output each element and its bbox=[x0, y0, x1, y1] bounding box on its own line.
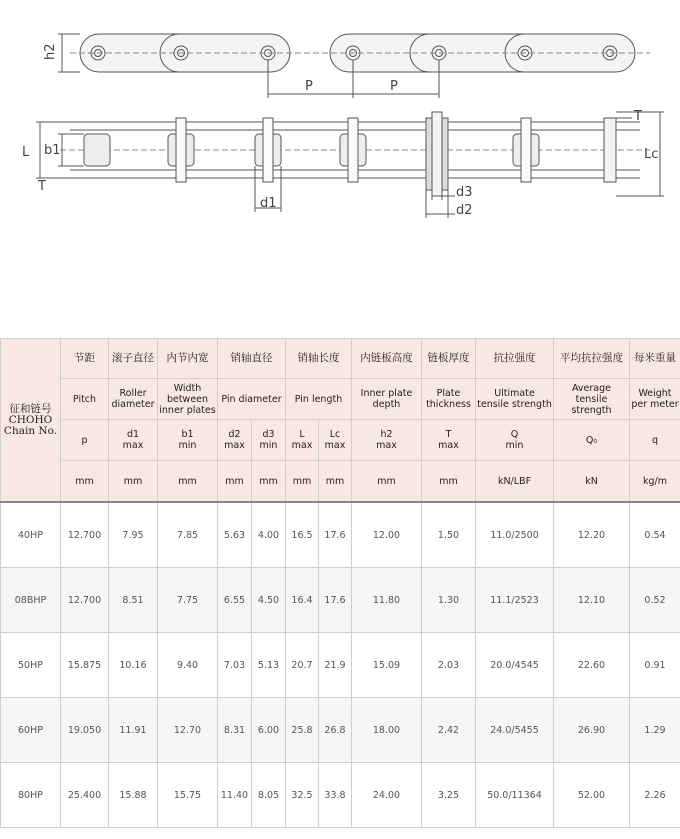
table-cell: 25.400 bbox=[61, 763, 109, 828]
table-cell: 9.40 bbox=[158, 633, 218, 698]
chain-no-header: 征和链号 CHOHO Chain No. bbox=[1, 339, 61, 503]
header-row-chinese bbox=[1, 339, 680, 379]
table-cell: 11.80 bbox=[352, 568, 422, 633]
col-unit: kg/m bbox=[630, 461, 680, 503]
col-unit: mm bbox=[252, 461, 286, 503]
col-unit: mm bbox=[422, 461, 476, 503]
label-pitch: P bbox=[305, 79, 313, 94]
label-Lc: Lc bbox=[644, 147, 659, 162]
table-cell: 24.0/5455 bbox=[476, 698, 554, 763]
chain-no-cell: 40HP bbox=[1, 502, 61, 568]
table-cell: 25.8 bbox=[286, 698, 319, 763]
table-cell: 2.42 bbox=[422, 698, 476, 763]
sym: Q bbox=[510, 429, 519, 440]
header-row-english bbox=[1, 379, 680, 420]
col-cn: 滚子直径 bbox=[109, 339, 158, 379]
table-row bbox=[1, 698, 680, 763]
col-sym bbox=[218, 420, 252, 461]
col-en: Inner plate depth bbox=[352, 379, 422, 420]
table-cell: 2.03 bbox=[422, 633, 476, 698]
table-cell: 8.51 bbox=[109, 568, 158, 633]
col-cn: 销轴直径 bbox=[218, 339, 286, 379]
col-en: Weight per meter bbox=[630, 379, 680, 420]
lim: max bbox=[122, 440, 144, 451]
lim: max bbox=[324, 440, 346, 451]
col-sym bbox=[554, 420, 630, 461]
table-cell: 1.30 bbox=[422, 568, 476, 633]
table-cell: 2.26 bbox=[630, 763, 680, 828]
col-unit: mm bbox=[158, 461, 218, 503]
lim: max bbox=[438, 440, 459, 451]
col-cn: 内节内宽 bbox=[158, 339, 218, 379]
sym: b1 bbox=[181, 429, 194, 440]
label-L: L bbox=[22, 145, 30, 160]
col-cn: 内链板高度 bbox=[352, 339, 422, 379]
chain-no-cell: 80HP bbox=[1, 763, 61, 828]
table-cell: 24.00 bbox=[352, 763, 422, 828]
col-unit: mm bbox=[352, 461, 422, 503]
sym: q bbox=[651, 434, 659, 446]
label-d3: d3 bbox=[456, 185, 473, 200]
table-cell: 19.050 bbox=[61, 698, 109, 763]
col-en: Pin diameter bbox=[218, 379, 286, 420]
table-cell: 12.700 bbox=[61, 502, 109, 568]
col-unit: kN bbox=[554, 461, 630, 503]
table-cell: 15.09 bbox=[352, 633, 422, 698]
table-cell: 5.63 bbox=[218, 502, 252, 568]
table-cell: 0.91 bbox=[630, 633, 680, 698]
table-cell: 33.8 bbox=[319, 763, 352, 828]
table-cell: 15.75 bbox=[158, 763, 218, 828]
col-cn: 平均抗拉强度 bbox=[554, 339, 630, 379]
lim: max bbox=[376, 440, 397, 451]
col-sym bbox=[61, 420, 109, 461]
col-en: Plate thickness bbox=[422, 379, 476, 420]
table-cell: 17.6 bbox=[319, 502, 352, 568]
chain-no-cell: 08BHP bbox=[1, 568, 61, 633]
table-cell: 7.85 bbox=[158, 502, 218, 568]
spec-table bbox=[0, 338, 680, 828]
table-row bbox=[1, 763, 680, 828]
chain-no-cell: 50HP bbox=[1, 633, 61, 698]
sym: p bbox=[81, 434, 88, 446]
table-cell: 0.54 bbox=[630, 502, 680, 568]
table-cell: 50.0/11364 bbox=[476, 763, 554, 828]
table-cell: 12.10 bbox=[554, 568, 630, 633]
header-row-symbol bbox=[1, 420, 680, 461]
sym: d2 bbox=[228, 429, 241, 440]
col-sym bbox=[630, 420, 680, 461]
lim: min bbox=[178, 440, 197, 451]
col-cn: 抗拉强度 bbox=[476, 339, 554, 379]
table-cell: 26.90 bbox=[554, 698, 630, 763]
sym: Lc bbox=[329, 429, 341, 440]
table-cell: 7.75 bbox=[158, 568, 218, 633]
label-T-left: T bbox=[38, 179, 46, 194]
col-en: Width between inner plates bbox=[158, 379, 218, 420]
table-cell: 21.9 bbox=[319, 633, 352, 698]
lim: min bbox=[505, 440, 524, 451]
lim: min bbox=[259, 440, 278, 451]
table-row bbox=[1, 633, 680, 698]
table-cell: 12.70 bbox=[158, 698, 218, 763]
top-view bbox=[58, 34, 650, 98]
table-cell: 16.5 bbox=[286, 502, 319, 568]
table-row bbox=[1, 568, 680, 633]
lim: max bbox=[291, 440, 313, 451]
table-cell: 11.40 bbox=[218, 763, 252, 828]
col-sym bbox=[476, 420, 554, 461]
lim: max bbox=[224, 440, 245, 451]
col-unit: mm bbox=[319, 461, 352, 503]
table-cell: 16.4 bbox=[286, 568, 319, 633]
col-sym bbox=[286, 420, 319, 461]
table-cell: 18.00 bbox=[352, 698, 422, 763]
table-cell: 5.13 bbox=[252, 633, 286, 698]
col-sym bbox=[252, 420, 286, 461]
table-cell: 20.0/4545 bbox=[476, 633, 554, 698]
col-cn: 节距 bbox=[61, 339, 109, 379]
sym: h2 bbox=[380, 429, 393, 440]
table-cell: 6.55 bbox=[218, 568, 252, 633]
spec-table-body bbox=[1, 502, 680, 828]
table-cell: 22.60 bbox=[554, 633, 630, 698]
table-cell: 7.95 bbox=[109, 502, 158, 568]
col-cn: 每米重量 bbox=[630, 339, 680, 379]
table-cell: 1.50 bbox=[422, 502, 476, 568]
col-en: Ultimate tensile strength bbox=[476, 379, 554, 420]
col-en: Pin length bbox=[286, 379, 352, 420]
sym: T bbox=[445, 429, 452, 440]
table-cell: 17.6 bbox=[319, 568, 352, 633]
col-unit: kN/LBF bbox=[476, 461, 554, 503]
table-cell: 12.00 bbox=[352, 502, 422, 568]
table-cell: 10.16 bbox=[109, 633, 158, 698]
sym: L bbox=[299, 429, 305, 440]
col-en: Average tensile strength bbox=[554, 379, 630, 420]
table-cell: 11.1/2523 bbox=[476, 568, 554, 633]
col-sym bbox=[158, 420, 218, 461]
col-sym bbox=[422, 420, 476, 461]
table-cell: 12.20 bbox=[554, 502, 630, 568]
col-unit: mm bbox=[109, 461, 158, 503]
chain-technical-drawing bbox=[0, 0, 680, 230]
label-h2: h2 bbox=[43, 43, 58, 60]
label-pitch: P bbox=[390, 79, 398, 94]
table-cell: 4.50 bbox=[252, 568, 286, 633]
sym: d1 bbox=[126, 429, 140, 440]
sym: d3 bbox=[262, 429, 275, 440]
table-cell: 12.700 bbox=[61, 568, 109, 633]
table-cell: 32.5 bbox=[286, 763, 319, 828]
table-row bbox=[1, 502, 680, 568]
table-cell: 1.29 bbox=[630, 698, 680, 763]
col-unit: mm bbox=[61, 461, 109, 503]
table-cell: 11.91 bbox=[109, 698, 158, 763]
table-cell: 20.7 bbox=[286, 633, 319, 698]
side-view bbox=[36, 112, 664, 218]
table-cell: 3.25 bbox=[422, 763, 476, 828]
table-cell: 6.00 bbox=[252, 698, 286, 763]
table-cell: 15.875 bbox=[61, 633, 109, 698]
table-cell: 8.05 bbox=[252, 763, 286, 828]
label-d1: d1 bbox=[260, 196, 277, 211]
col-sym bbox=[319, 420, 352, 461]
label-b1: b1 bbox=[44, 143, 61, 158]
roller bbox=[84, 134, 110, 166]
label-d2: d2 bbox=[456, 203, 473, 218]
col-cn: 销轴长度 bbox=[286, 339, 352, 379]
header-row-unit bbox=[1, 461, 680, 503]
table-cell: 8.31 bbox=[218, 698, 252, 763]
table-cell: 7.03 bbox=[218, 633, 252, 698]
col-en: Roller diameter bbox=[109, 379, 158, 420]
sym: Q₀ bbox=[585, 434, 598, 446]
table-cell: 11.0/2500 bbox=[476, 502, 554, 568]
chain-no-cell: 60HP bbox=[1, 698, 61, 763]
table-cell: 0.52 bbox=[630, 568, 680, 633]
table-cell: 52.00 bbox=[554, 763, 630, 828]
col-en: Pitch bbox=[61, 379, 109, 420]
col-unit: mm bbox=[286, 461, 319, 503]
col-unit: mm bbox=[218, 461, 252, 503]
col-sym bbox=[352, 420, 422, 461]
col-sym bbox=[109, 420, 158, 461]
table-cell: 4.00 bbox=[252, 502, 286, 568]
col-cn: 链板厚度 bbox=[422, 339, 476, 379]
table-cell: 15.88 bbox=[109, 763, 158, 828]
label-T-right: T bbox=[634, 109, 642, 124]
table-cell: 26.8 bbox=[319, 698, 352, 763]
